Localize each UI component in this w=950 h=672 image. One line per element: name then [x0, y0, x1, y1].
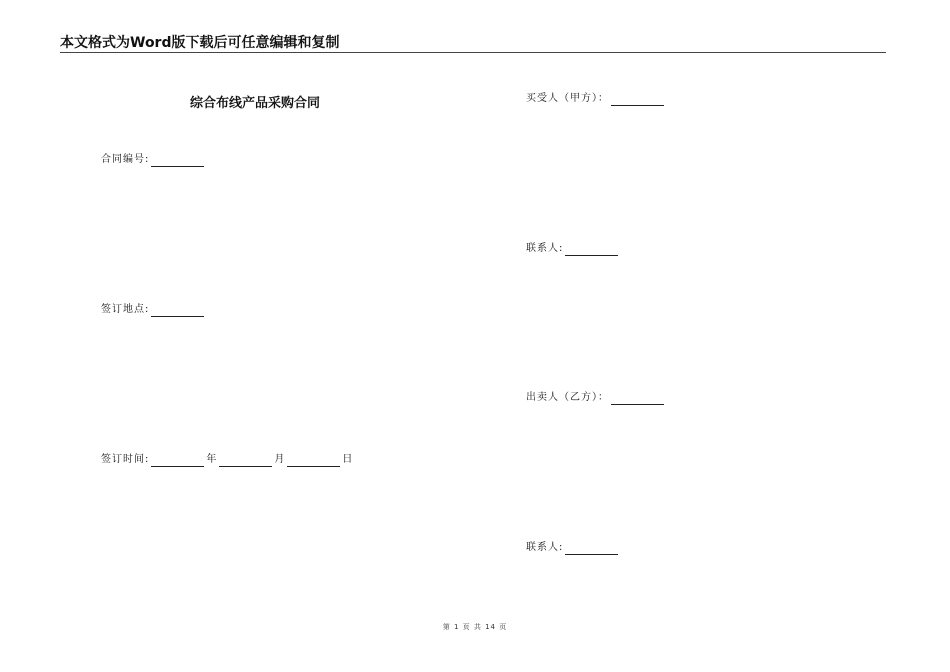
sign-place-field — [101, 303, 206, 317]
buyer-contact-label: 联系人: — [526, 243, 564, 254]
sign-place-blank[interactable] — [151, 305, 204, 317]
buyer-field — [526, 92, 666, 106]
sign-year-blank[interactable] — [151, 455, 204, 467]
day-label: 日 — [342, 454, 354, 465]
buyer-contact-field — [526, 242, 620, 256]
page-number-footer: 第 1 页 共 14 页 — [442, 623, 508, 631]
contract-number-label: 合同编号: — [101, 154, 150, 165]
seller-contact-field — [526, 541, 620, 555]
sign-day-blank[interactable] — [287, 455, 340, 467]
seller-contact-blank[interactable] — [565, 543, 618, 555]
year-label: 年 — [206, 454, 218, 465]
sign-time-label: 签订时间: — [101, 454, 150, 465]
contract-number-field — [101, 153, 206, 167]
header-note: 本文格式为Word版下载后可任意编辑和复制 — [60, 35, 340, 51]
buyer-label: 买受人（甲方）： — [526, 93, 609, 104]
buyer-contact-blank[interactable] — [565, 244, 618, 256]
document-title: 综合布线产品采购合同 — [190, 96, 321, 111]
sign-month-blank[interactable] — [219, 455, 272, 467]
buyer-blank[interactable] — [611, 94, 664, 106]
seller-contact-label: 联系人: — [526, 542, 564, 553]
seller-field — [526, 391, 666, 405]
seller-blank[interactable] — [611, 393, 664, 405]
page-header — [60, 34, 886, 53]
sign-time-field — [101, 453, 353, 467]
seller-label: 出卖人（乙方）： — [526, 392, 609, 403]
contract-number-blank[interactable] — [151, 155, 204, 167]
sign-place-label: 签订地点: — [101, 304, 150, 315]
month-label: 月 — [274, 454, 286, 465]
